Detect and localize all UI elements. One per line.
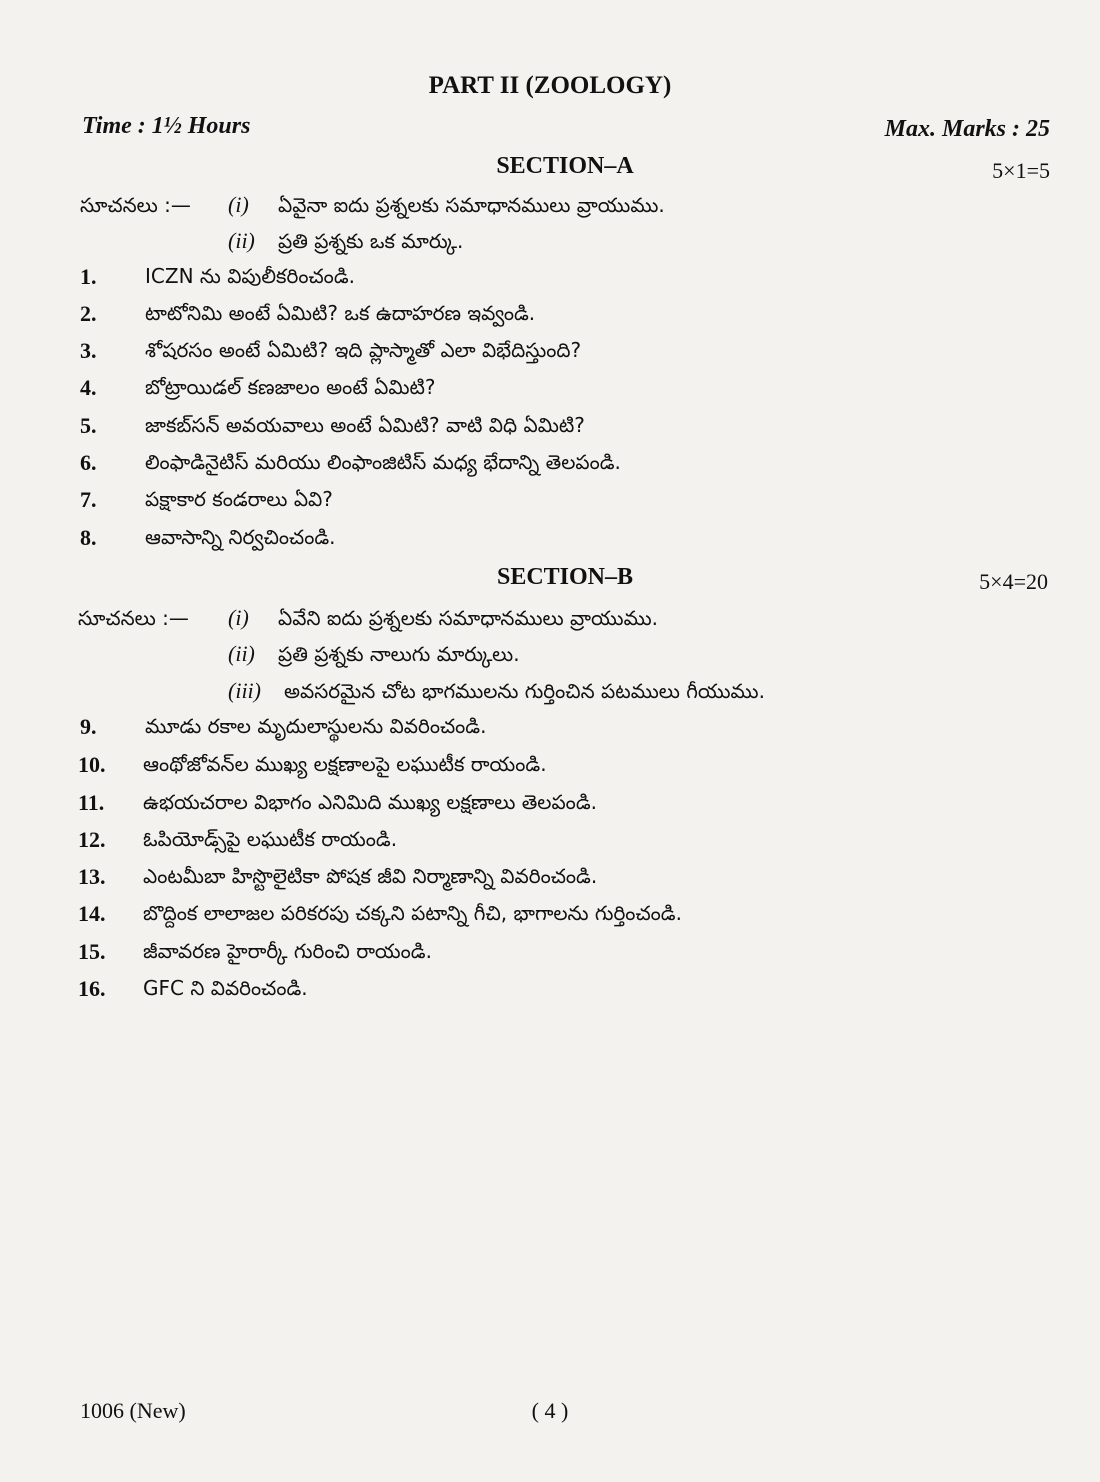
question-text: బోట్రాయిడల్ కణజాలం అంటే ఏమిటి? xyxy=(145,375,436,399)
question-number: 10. xyxy=(78,752,106,777)
instruction-lead: సూచనలు :— xyxy=(80,193,191,217)
max-marks: Max. Marks : 25 xyxy=(884,116,1050,142)
question-text: లింఫాడినైటిస్ మరియు లింఫాంజిటిస్ మధ్య భేదాన్ని తెలపండి. xyxy=(145,450,621,474)
instruction-roman: (ii) xyxy=(228,641,255,666)
instruction-roman: (ii) xyxy=(228,228,255,253)
question-text: మూడు రకాల మృదులాస్థులను వివరించండి. xyxy=(145,714,487,738)
question-number: 9. xyxy=(80,714,97,739)
section-b-instruction-2 xyxy=(228,641,520,671)
question-text: జీవావరణ హైరార్కీ గురించి రాయండి. xyxy=(143,939,432,963)
section-b-title: SECTION–B xyxy=(496,564,634,590)
instruction-roman: (i) xyxy=(228,605,249,630)
question-number: 12. xyxy=(78,827,106,852)
question-number: 13. xyxy=(78,864,106,889)
section-a-instruction-2 xyxy=(228,228,463,258)
question-text: ICZN ను విపులీకరించండి. xyxy=(145,264,355,288)
question-text: ఓపియోడ్స్‌పై లఘుటీక రాయండి. xyxy=(143,827,398,851)
section-b-instruction-1 xyxy=(78,605,658,635)
question-number: 15. xyxy=(78,939,106,964)
question-text: బొద్దింక లాలాజల పరికరపు చక్కని పటాన్ని గీచి, భాగాలను గుర్తించండి. xyxy=(143,901,682,925)
section-b-instruction-3 xyxy=(228,678,765,708)
question-number: 16. xyxy=(78,976,106,1001)
question-text: GFC ని వివరించండి. xyxy=(143,976,308,1000)
question-text: టాటోనిమి అంటే ఏమిటి? ఒక ఉదాహరణ ఇవ్వండి. xyxy=(145,301,536,325)
instruction-lead: సూచనలు :— xyxy=(78,606,189,630)
part-title: PART II (ZOOLOGY) xyxy=(428,72,672,99)
section-a-instruction-1 xyxy=(80,192,665,222)
question-number: 4. xyxy=(80,375,97,400)
instruction-text: ప్రతి ప్రశ్నకు ఒక మార్కు. xyxy=(278,229,464,253)
page-number: ( 4 ) xyxy=(531,1398,569,1423)
section-a-title: SECTION–A xyxy=(496,153,634,179)
instruction-text: ప్రతి ప్రశ్నకు నాలుగు మార్కులు. xyxy=(278,642,520,666)
question-number: 11. xyxy=(78,790,105,815)
time-allowed: Time : 1½ Hours xyxy=(82,113,251,139)
question-text: ఆవాసాన్ని నిర్వచించండి. xyxy=(145,525,336,549)
question-number: 1. xyxy=(80,264,97,289)
section-a-marks: 5×1=5 xyxy=(992,158,1050,183)
question-number: 5. xyxy=(80,413,97,438)
paper-code: 1006 (New) xyxy=(80,1398,186,1423)
instruction-roman: (iii) xyxy=(228,678,261,703)
question-number: 14. xyxy=(78,901,106,926)
question-text: ఎంటమీబా హిస్టొలైటికా పోషక జీవి నిర్మాణాన్ని వివరించండి. xyxy=(143,864,598,888)
question-text: జాకబ్‌సన్ అవయవాలు అంటే ఏమిటి? వాటి విధి ఏమిటి? xyxy=(145,413,585,437)
instruction-text: ఏవేని ఐదు ప్రశ్నలకు సమాధానములు వ్రాయుము. xyxy=(278,606,659,630)
question-number: 8. xyxy=(80,525,97,550)
section-b-marks: 5×4=20 xyxy=(979,569,1048,594)
question-text: ఆంథోజోవన్‌ల ముఖ్య లక్షణాలపై లఘుటీక రాయండి. xyxy=(143,752,547,776)
question-text: ఉభయచరాల విభాగం ఎనిమిది ముఖ్య లక్షణాలు తెలపండి. xyxy=(143,790,597,814)
instruction-text: అవసరమైన చోట భాగములను గుర్తించిన పటములు గీయుము. xyxy=(284,679,765,703)
instruction-roman: (i) xyxy=(228,192,249,217)
question-text: పక్షాకార కండరాలు ఏవి? xyxy=(145,487,333,511)
question-number: 3. xyxy=(80,338,97,363)
question-number: 7. xyxy=(80,487,97,512)
question-text: శోషరసం అంటే ఏమిటి? ఇది ప్లాస్మాతో ఎలా విభేదిస్తుంది? xyxy=(145,338,582,362)
instruction-text: ఏవైనా ఐదు ప్రశ్నలకు సమాధానములు వ్రాయుము. xyxy=(278,193,665,217)
question-number: 6. xyxy=(80,450,97,475)
question-number: 2. xyxy=(80,301,97,326)
